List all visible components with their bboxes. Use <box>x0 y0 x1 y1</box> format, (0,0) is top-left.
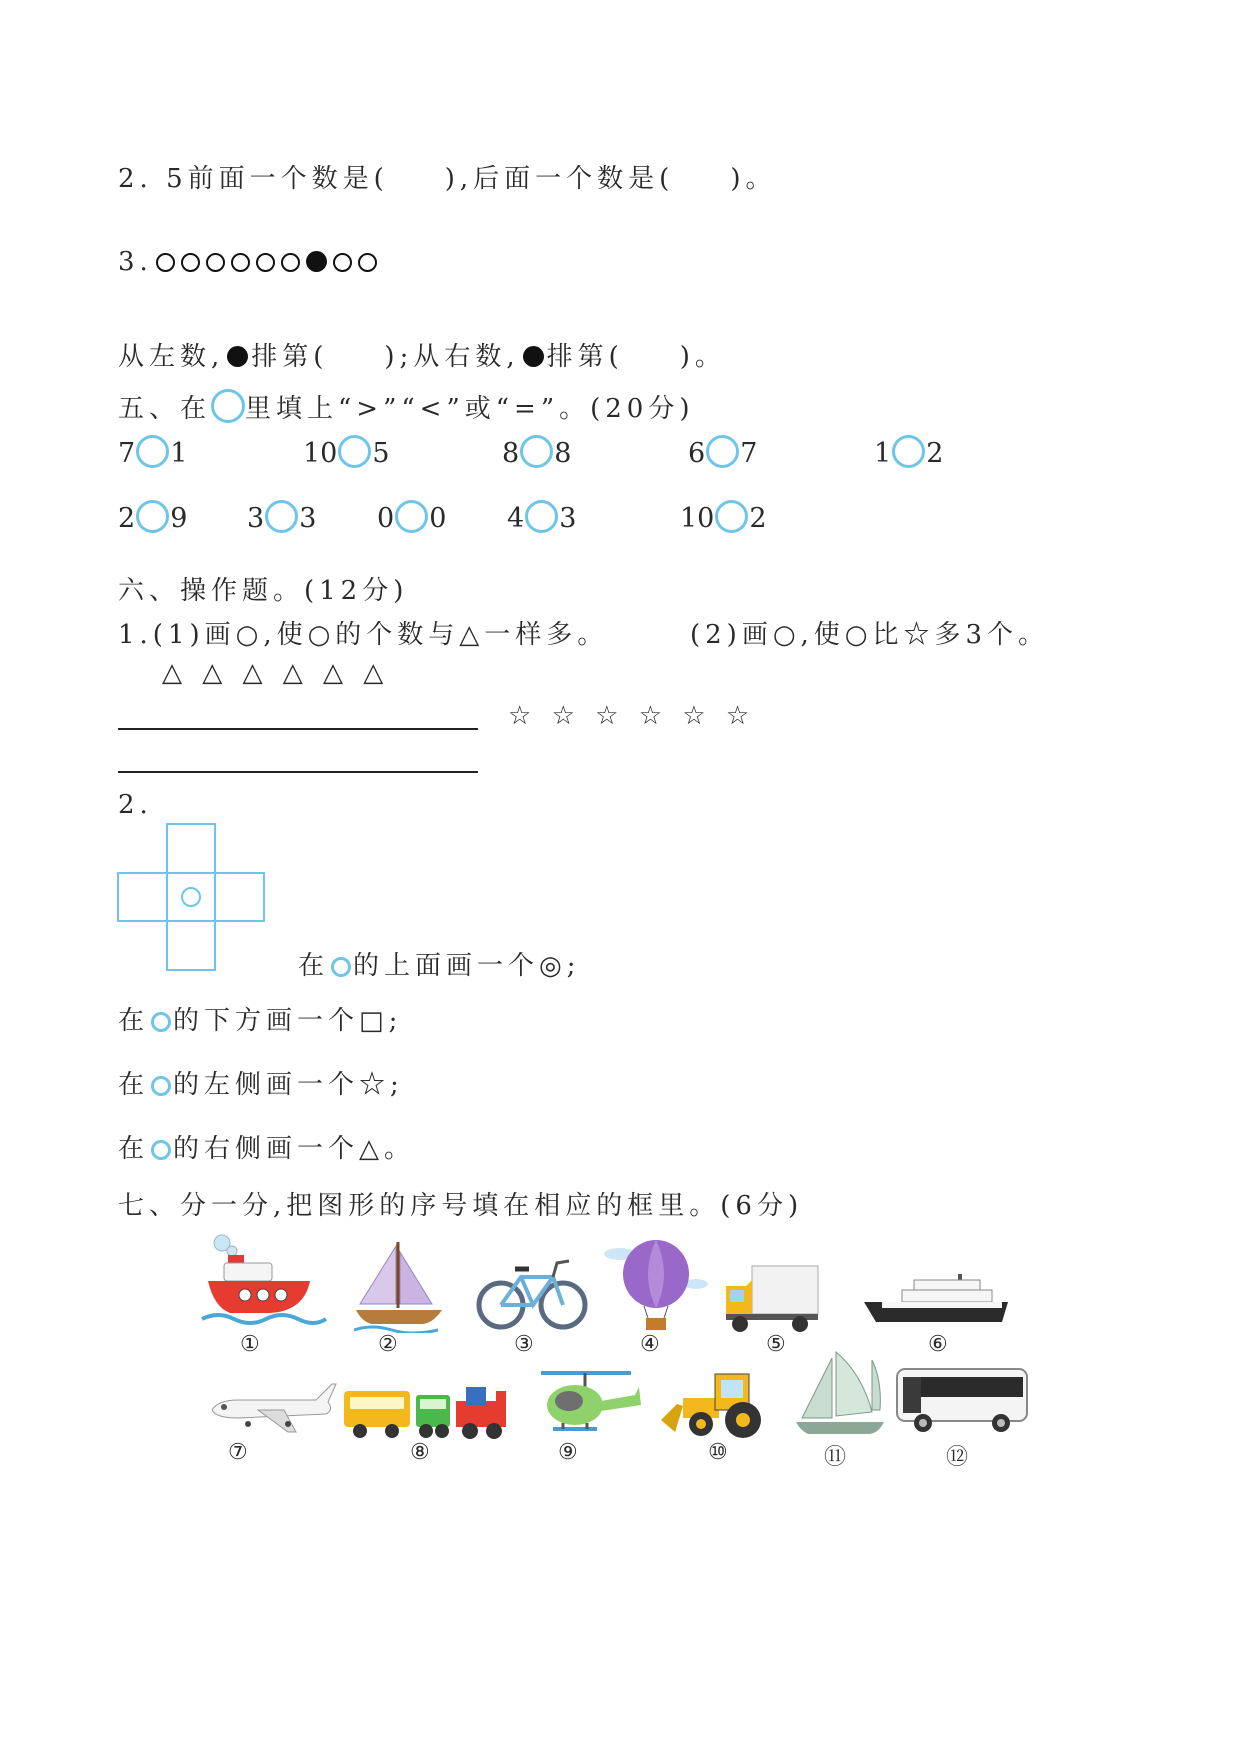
sailboat-icon <box>348 1238 448 1333</box>
vehicle-number: ⑥ <box>928 1332 948 1357</box>
question-3-answer: 从左数, 排第( );从右数, 排第( )。 <box>118 342 726 372</box>
vehicle-number: ⑫ <box>946 1445 969 1470</box>
vehicle-number: ⑩ <box>708 1440 728 1465</box>
hollow-circle-icon <box>358 253 377 272</box>
question-3: 3. <box>118 247 380 277</box>
circle-sequence <box>153 247 380 277</box>
answer-line-2[interactable] <box>118 771 478 773</box>
section-7-title: 七、分一分,把图形的序号填在相应的框里。(6分) <box>118 1191 804 1221</box>
instruction-above: 在 的上面画一个◎; <box>298 951 581 981</box>
question-2: 2. 5前面一个数是( ),后面一个数是( )。 <box>118 164 777 194</box>
comparison-item: 10 5 <box>303 435 390 469</box>
triangle-row: △ △ △ △ △ △ <box>162 658 390 688</box>
bicycle-icon <box>475 1255 590 1333</box>
train-icon <box>340 1383 520 1443</box>
blue-circle-icon <box>151 1140 171 1160</box>
comparison-item: 7 1 <box>118 435 187 469</box>
compare-circle-input[interactable] <box>715 500 748 533</box>
compare-circle-input[interactable] <box>892 435 925 468</box>
hollow-circle-icon <box>333 253 352 272</box>
compare-circle-input[interactable] <box>136 500 169 533</box>
comparison-item: 0 0 <box>377 500 446 534</box>
helicopter-icon <box>535 1365 645 1443</box>
compare-circle-input[interactable] <box>520 435 553 468</box>
hollow-circle-icon <box>256 253 275 272</box>
comparison-item: 2 9 <box>118 500 187 534</box>
comparison-item: 10 2 <box>680 500 767 534</box>
comparison-item: 3 3 <box>247 500 316 534</box>
blue-circle-icon <box>151 1076 171 1096</box>
vehicle-number: ④ <box>640 1332 660 1357</box>
instruction-below: 在 的下方画一个□; <box>118 1006 403 1036</box>
question-6-1-part-1: 1.(1)画○,使○的个数与△一样多。 <box>118 620 609 650</box>
black-dot-icon <box>523 346 544 367</box>
hollow-circle-icon <box>231 253 250 272</box>
star-row: ☆ ☆ ☆ ☆ ☆ ☆ <box>508 701 756 731</box>
compare-circle-input[interactable] <box>265 500 298 533</box>
black-dot-icon <box>227 346 248 367</box>
vehicle-number: ② <box>378 1332 398 1357</box>
blue-circle-icon <box>331 957 351 977</box>
vehicle-number: ⑧ <box>410 1440 430 1465</box>
compare-circle-input[interactable] <box>706 435 739 468</box>
ship-icon <box>862 1270 1012 1330</box>
compare-circle-input[interactable] <box>136 435 169 468</box>
hollow-circle-icon <box>156 253 175 272</box>
vehicle-number: ① <box>240 1332 260 1357</box>
question-6-1-part-2: (2)画○,使○比☆多3个。 <box>690 620 1050 650</box>
hollow-circle-icon <box>206 253 225 272</box>
vehicle-number: ⑤ <box>766 1332 786 1357</box>
hot-air-balloon-icon <box>600 1238 710 1333</box>
black-dot-icon <box>306 251 327 272</box>
compare-circle-input[interactable] <box>525 500 558 533</box>
vehicle-number: ⑨ <box>558 1440 578 1465</box>
section-5-title: 五、在 里填上“>”“<”或“=”。(20分) <box>118 388 695 425</box>
comparison-item: 1 2 <box>874 435 943 469</box>
bulldozer-icon <box>655 1370 770 1442</box>
airplane-icon <box>208 1380 338 1440</box>
instruction-left: 在 的左侧画一个☆; <box>118 1070 404 1100</box>
steamboat-icon <box>200 1233 330 1333</box>
answer-line-1[interactable] <box>118 728 478 730</box>
comparison-item: 8 8 <box>502 435 571 469</box>
compare-circle-input[interactable] <box>338 435 371 468</box>
instruction-right: 在 的右侧画一个△。 <box>118 1134 416 1164</box>
truck-icon <box>722 1262 822 1334</box>
question-6-2-label: 2. <box>118 790 153 820</box>
section-6-title: 六、操作题。(12分) <box>118 576 409 606</box>
comparison-item: 4 3 <box>507 500 576 534</box>
hollow-circle-icon <box>281 253 300 272</box>
center-circle-icon <box>181 887 201 907</box>
comparison-item: 6 7 <box>688 435 757 469</box>
compare-circle-input[interactable] <box>395 500 428 533</box>
vehicle-number: ⑦ <box>228 1440 248 1465</box>
vehicle-number: ③ <box>514 1332 534 1357</box>
hollow-circle-icon <box>181 253 200 272</box>
sailing-ship-icon <box>792 1350 887 1440</box>
blue-circle-icon <box>151 1012 171 1032</box>
vehicle-number: ⑪ <box>824 1445 847 1470</box>
blue-circle-icon <box>211 389 245 423</box>
bus-icon <box>893 1365 1033 1435</box>
